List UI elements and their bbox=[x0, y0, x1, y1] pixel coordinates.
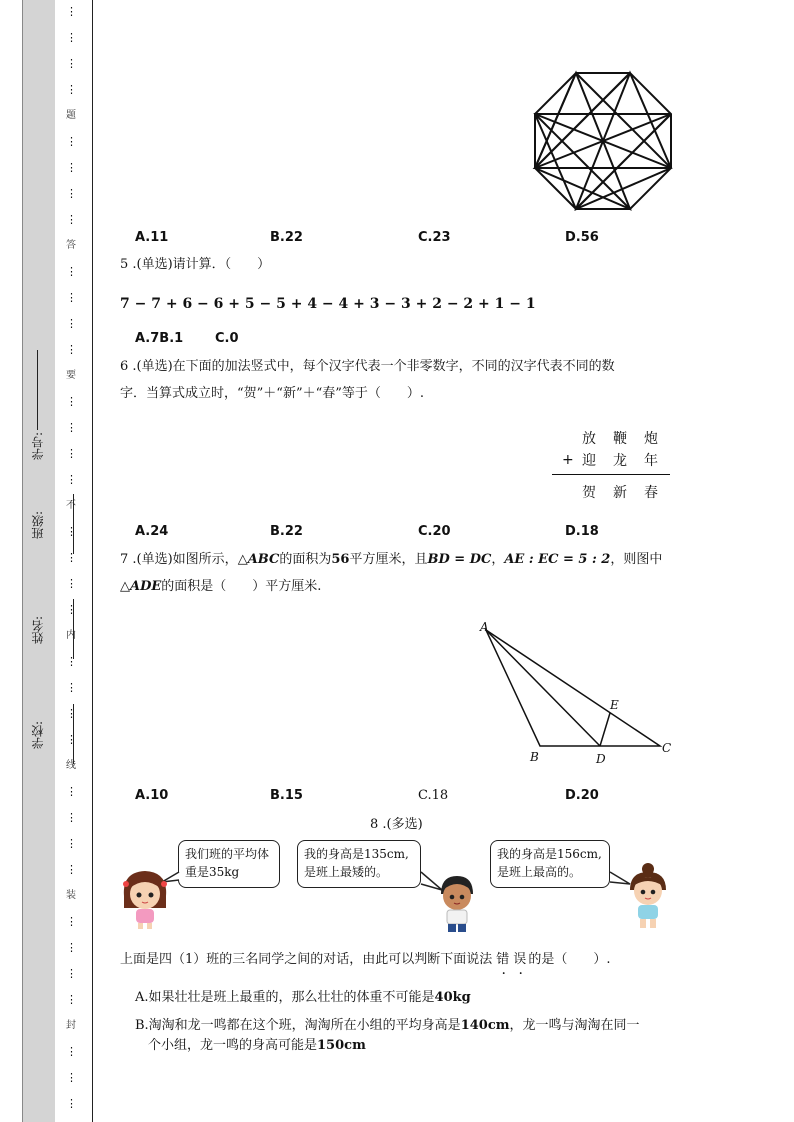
q6-option-d[interactable]: D.18 bbox=[565, 524, 599, 539]
q8-stem-b: 的是（ ）. bbox=[528, 952, 611, 967]
q5-expression: 7 − 7 + 6 − 6 + 5 − 5 + 4 − 4 + 3 − 3 + 2 − 2 + 1 − 1 bbox=[120, 296, 536, 312]
seal-dots: ⋮ bbox=[66, 551, 77, 564]
q7-eq-bd-dc: BD = DC bbox=[427, 552, 492, 567]
seal-dots: ⋮ bbox=[66, 941, 77, 954]
triangle-figure bbox=[478, 618, 678, 768]
q8-emph-2: 误 bbox=[513, 952, 527, 967]
seal-dots: ⋮ bbox=[66, 915, 77, 928]
seal-dots: ⋮ bbox=[66, 525, 77, 538]
seal-dots: ⋮ bbox=[66, 213, 77, 226]
label-d: D bbox=[596, 752, 606, 766]
octagram-figure bbox=[530, 68, 676, 214]
seal-dots: ⋮ bbox=[66, 135, 77, 148]
seal-char: 线 bbox=[66, 760, 76, 771]
seal-dots: ⋮ bbox=[66, 291, 77, 304]
seal-char: 题 bbox=[66, 110, 76, 121]
bubble1-line1: 我们班的平均体 bbox=[185, 847, 270, 861]
seal-char: 装 bbox=[66, 890, 76, 901]
q5-option-c[interactable]: C.0 bbox=[215, 331, 239, 346]
girl-avatar-left bbox=[118, 868, 172, 930]
q8-option-b-value2: 150cm bbox=[317, 1038, 366, 1053]
bubble3-line2: 是班上最高的。 bbox=[497, 865, 582, 879]
q4-option-c[interactable]: C.23 bbox=[418, 230, 451, 245]
school-label: 学校: bbox=[31, 720, 45, 750]
seal-dots: ⋮ bbox=[66, 577, 77, 590]
q7-text-a: 7 .(单选)如图所示， bbox=[120, 552, 238, 567]
seal-dots: ⋮ bbox=[66, 473, 77, 486]
id-field bbox=[20, 345, 56, 465]
seal-dots: ⋮ bbox=[66, 161, 77, 174]
bubble3-line1: 我的身高是156cm, bbox=[497, 847, 602, 861]
seal-dots: ⋮ bbox=[66, 83, 77, 96]
seal-char: 封 bbox=[66, 1020, 76, 1031]
sum-line bbox=[552, 474, 670, 475]
q7-comma: ， bbox=[491, 552, 505, 567]
q7-stem-line2 bbox=[120, 577, 321, 597]
q7-option-c[interactable]: C.18 bbox=[418, 788, 449, 803]
digit-he: 贺 bbox=[582, 485, 596, 501]
q8-stem-a: 上面是四（1）班的三名同学之间的对话，由此可以判断下面说法 bbox=[120, 952, 493, 967]
seal-char: 答 bbox=[66, 240, 76, 251]
triangle-symbol-2: △ bbox=[120, 579, 130, 594]
id-underline bbox=[38, 350, 39, 430]
seal-char: 不 bbox=[66, 500, 76, 511]
q8-option-a[interactable] bbox=[135, 988, 471, 1008]
q8-option-b-value1: 140cm bbox=[460, 1018, 510, 1033]
q6-option-b[interactable]: B.22 bbox=[270, 524, 303, 539]
q6-stem-line2: 字．当算式成立时，“贺”＋“新”＋“春”等于（ ）. bbox=[120, 386, 425, 401]
bubble2-line2: 是班上最矮的。 bbox=[304, 865, 389, 879]
q7-option-b[interactable]: B.15 bbox=[270, 788, 303, 803]
seal-dots: ⋮ bbox=[66, 1097, 77, 1110]
id-label: 学号: bbox=[31, 431, 45, 461]
girl-avatar-right bbox=[624, 862, 672, 930]
q6-option-a[interactable]: A.24 bbox=[135, 524, 169, 539]
q8-option-b-text2: ，龙一鸣与淘淘在同一 bbox=[509, 1018, 640, 1033]
seal-dots: ⋮ bbox=[66, 603, 77, 616]
label-a: A bbox=[480, 620, 489, 634]
q5-stem: 5 .(单选)请计算．（ ） bbox=[120, 257, 271, 272]
seal-dots: ⋮ bbox=[66, 447, 77, 460]
margin-line bbox=[92, 0, 93, 1122]
addition-puzzle bbox=[552, 426, 670, 506]
q8-option-a-value: 40kg bbox=[434, 990, 471, 1005]
seal-dots: ⋮ bbox=[66, 31, 77, 44]
q8-option-a-text: A.如果壮壮是班上最重的，那么壮壮的体重不可能是 bbox=[135, 990, 435, 1005]
seal-dots: ⋮ bbox=[66, 395, 77, 408]
digit-xin: 新 bbox=[613, 485, 627, 501]
seal-dots: ⋮ bbox=[66, 343, 77, 356]
q7-abc: ABC bbox=[247, 552, 280, 567]
bubble-tails bbox=[160, 860, 660, 900]
seal-dots: ⋮ bbox=[66, 655, 77, 668]
q7-area: 56 bbox=[331, 552, 350, 567]
boy-avatar bbox=[436, 872, 478, 934]
bubble1-line2: 重是35kg bbox=[185, 865, 240, 879]
q8-option-b-text3: 个小组，龙一鸣的身高可能是 bbox=[148, 1038, 318, 1053]
digit-nian: 年 bbox=[644, 453, 658, 469]
q7-ade: ADE bbox=[130, 579, 162, 594]
seal-dots: ⋮ bbox=[66, 421, 77, 434]
digit-fang: 放 bbox=[582, 431, 596, 447]
q7-option-d[interactable]: D.20 bbox=[565, 788, 599, 803]
triangle-symbol: △ bbox=[237, 552, 248, 567]
q7-text-d: ，则图中 bbox=[610, 552, 663, 567]
digit-chun: 春 bbox=[644, 485, 658, 501]
q8-stem bbox=[120, 950, 610, 970]
seal-char: 内 bbox=[66, 630, 76, 641]
q7-stem-line1 bbox=[120, 550, 662, 570]
seal-dots: ⋮ bbox=[66, 317, 77, 330]
seal-dots: ⋮ bbox=[66, 5, 77, 18]
q4-option-d[interactable]: D.56 bbox=[565, 230, 599, 245]
q7-text-b: 的面积为 bbox=[279, 552, 332, 567]
class-field bbox=[20, 480, 56, 570]
digit-bian: 鞭 bbox=[613, 431, 627, 447]
digit-ying: 迎 bbox=[582, 453, 596, 469]
seal-dots: ⋮ bbox=[66, 1071, 77, 1084]
seal-dots: ⋮ bbox=[66, 785, 77, 798]
q4-option-a[interactable]: A.11 bbox=[135, 230, 169, 245]
digit-pao: 炮 bbox=[644, 431, 658, 447]
q7-text-e: 的面积是（ ）平方厘米. bbox=[161, 579, 322, 594]
seal-line bbox=[66, 0, 77, 1122]
plus-sign: + bbox=[562, 452, 574, 468]
seal-dots: ⋮ bbox=[66, 1045, 77, 1058]
q5-option-ab[interactable]: A.7B.1 bbox=[135, 331, 184, 346]
q8-title: 8 .(多选) bbox=[370, 817, 423, 832]
seal-dots: ⋮ bbox=[66, 681, 77, 694]
seal-dots: ⋮ bbox=[66, 967, 77, 980]
label-e: E bbox=[610, 698, 619, 712]
seal-dots: ⋮ bbox=[66, 57, 77, 70]
q6-option-c[interactable]: C.20 bbox=[418, 524, 451, 539]
seal-dots: ⋮ bbox=[66, 707, 77, 720]
q7-text-c: 平方厘米，且 bbox=[349, 552, 428, 567]
school-field bbox=[20, 690, 56, 780]
q8-option-b[interactable] bbox=[135, 1016, 640, 1036]
name-field bbox=[20, 585, 56, 675]
q7-option-a[interactable]: A.10 bbox=[135, 788, 169, 803]
q7-eq-ratio: AE : EC = 5 : 2 bbox=[504, 552, 611, 567]
seal-dots: ⋮ bbox=[66, 265, 77, 278]
name-label: 姓名: bbox=[31, 615, 45, 645]
seal-dots: ⋮ bbox=[66, 733, 77, 746]
q4-option-b[interactable]: B.22 bbox=[270, 230, 303, 245]
q8-emph-1: 错 bbox=[496, 952, 510, 967]
seal-dots: ⋮ bbox=[66, 993, 77, 1006]
digit-long: 龙 bbox=[613, 453, 627, 469]
q8-option-b-line2 bbox=[148, 1036, 366, 1056]
seal-dots: ⋮ bbox=[66, 187, 77, 200]
q8-option-b-text1: B.淘淘和龙一鸣都在这个班，淘淘所在小组的平均身高是 bbox=[135, 1018, 461, 1033]
seal-dots: ⋮ bbox=[66, 863, 77, 876]
seal-dots: ⋮ bbox=[66, 837, 77, 850]
label-b: B bbox=[530, 750, 539, 764]
seal-dots: ⋮ bbox=[66, 811, 77, 824]
seal-char: 要 bbox=[66, 370, 76, 381]
bubble2-line1: 我的身高是135cm, bbox=[304, 847, 409, 861]
label-c: C bbox=[662, 741, 672, 755]
q6-stem-line1: 6 .(单选)在下面的加法竖式中，每个汉字代表一个非零数字，不同的汉字代表不同的数 bbox=[120, 359, 615, 374]
class-label: 班级: bbox=[31, 510, 45, 540]
